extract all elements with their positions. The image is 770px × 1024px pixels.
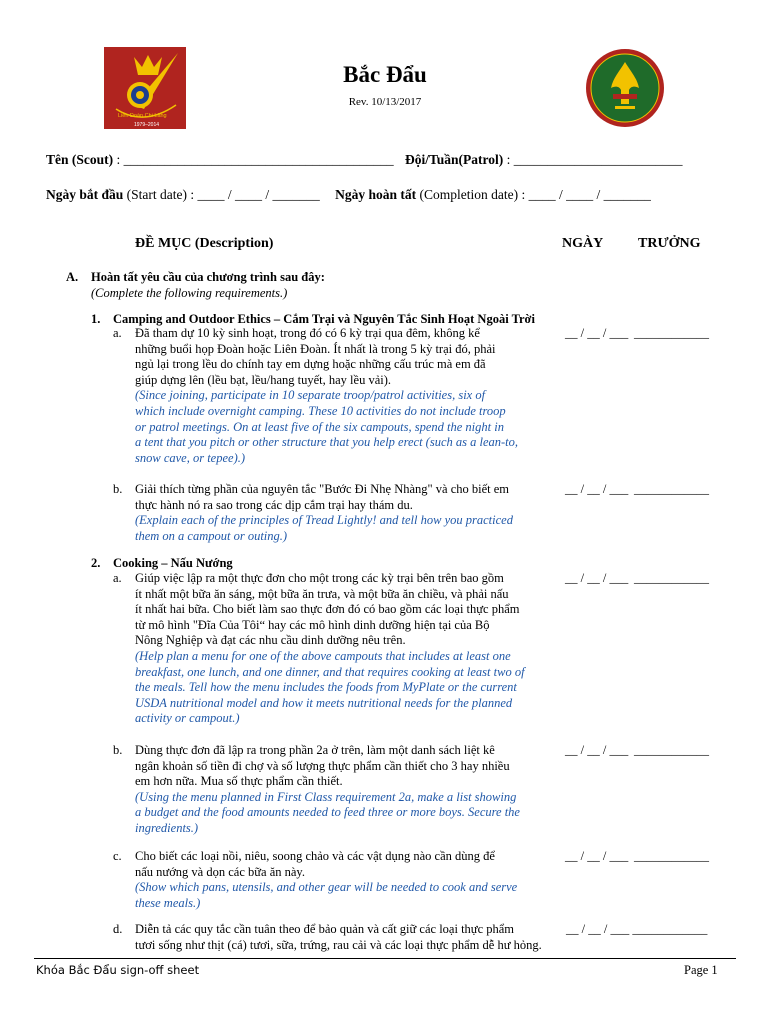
- dates-line: [46, 187, 651, 203]
- req2d-vi-line: tươi sống như thịt (cá) tươi, sữa, trứng, rau cải và các loại thực phẩm dễ hư hỏng.: [135, 937, 542, 952]
- req1b-vi-line: Giải thích từng phần của nguyên tắc "Bước Đi Nhẹ Nhàng" và cho biết em: [135, 482, 510, 496]
- req2c-vi-line: nấu nướng và dọn các bữa ăn này.: [135, 864, 305, 879]
- req2a-en-line: breakfast, one lunch, and one dinner, and that requires cooking at least two of: [135, 664, 525, 679]
- req1a-vi-line: những buổi họp Đoàn hoặc Liên Đoàn. Ít nhất là trong 5 kỳ trại đó, phải: [135, 341, 496, 356]
- chi-lang-logo: [104, 47, 186, 129]
- req2b-leader-blank[interactable]: ____________: [634, 743, 709, 757]
- scout-name-field[interactable]: : ________________________________________: [113, 152, 394, 167]
- req1b-text: [135, 482, 565, 544]
- req2b-en-line: ingredients.): [135, 820, 199, 835]
- req2a-vi-line: ít nhất một bữa ăn sáng, một bữa ăn trưa, và một bữa ăn chiều, và phải nấu: [135, 586, 509, 601]
- req2b-vi-line: em hơn nữa. Mua số thực phẩm cần thiết.: [135, 774, 343, 789]
- req1b-leader-blank[interactable]: ____________: [634, 482, 709, 496]
- req1b-en-line: them on a campout or outing.): [135, 528, 288, 543]
- svg-text:Liên Đoàn Chi Lăng: Liên Đoàn Chi Lăng: [118, 113, 167, 119]
- page-title: Bắc Đẩu: [343, 62, 427, 87]
- completion-date-label: Ngày hoàn tất: [335, 187, 417, 202]
- req2d-vi-line: Diễn tả các quy tắc cần tuân theo để bảo quản và cất giữ các loại thực phẩm: [135, 922, 515, 936]
- footer-divider: [34, 958, 736, 959]
- req1-title: Camping and Outdoor Ethics – Cắm Trại và Nguyên Tắc Sinh Hoạt Ngoài Trời: [113, 312, 535, 326]
- req1a-date-blank[interactable]: __ / __ / ___: [565, 326, 629, 340]
- req2b-vi-line: ngân khoản số tiền đi chợ và số lượng thực phẩm cần thiết cho 3 hay nhiều: [135, 758, 510, 773]
- req2a-vi-line: Giúp việc lập ra một thực đơn cho một trong các kỳ trại bên trên bao gồm: [135, 571, 504, 585]
- patrol-field[interactable]: : _________________________: [503, 152, 683, 167]
- req2c-text: [135, 849, 565, 911]
- req2b-date-blank[interactable]: __ / __ / ___: [565, 743, 629, 757]
- req2-number: 2.: [91, 556, 101, 570]
- req1a-text: [135, 326, 565, 466]
- req2b-marker: b.: [113, 743, 123, 757]
- req2d-signoff-blank[interactable]: __ / __ / ___ ____________: [566, 922, 708, 936]
- req1a-vi-line: Đã tham dự 10 kỳ sinh hoạt, trong đó có 6 kỳ trại qua đêm, không kể: [135, 326, 480, 340]
- req2c-vi-line: Cho biết các loại nồi, niêu, soong chảo và các vật dụng nào cần dùng để: [135, 849, 495, 863]
- svg-text:1979–2014: 1979–2014: [134, 122, 160, 128]
- req2b-text: [135, 743, 565, 837]
- req2d-text: [135, 922, 595, 953]
- req1a-en-line: snow cave, or tepee).): [135, 450, 246, 465]
- column-leader: TRƯỞNG: [638, 236, 701, 251]
- completion-date-field[interactable]: (Completion date) : ____ / ____ / _______: [416, 187, 651, 202]
- req2a-text: [135, 571, 575, 727]
- section-a-marker: A.: [66, 270, 79, 284]
- req2b-en-line: a budget and the food amounts needed to feed three or more boys. Secure the: [135, 805, 520, 820]
- footer-left: Khóa Bắc Đẩu sign-off sheet: [36, 963, 200, 977]
- start-date-field[interactable]: (Start date) : ____ / ____ / _______: [123, 187, 320, 202]
- req1a-marker: a.: [113, 326, 122, 340]
- scout-name-label: Tên (Scout): [46, 152, 114, 167]
- req2a-leader-blank[interactable]: ____________: [634, 571, 709, 585]
- req2c-en-line: (Show which pans, utensils, and other gear will be needed to cook and serve: [135, 880, 518, 895]
- req2a-date-blank[interactable]: __ / __ / ___: [565, 571, 629, 585]
- req2b-en-line: (Using the menu planned in First Class requirement 2a, make a list showing: [135, 789, 517, 804]
- patrol-label: Đội/Tuần(Patrol): [405, 152, 504, 167]
- req2-title: Cooking – Nấu Nướng: [113, 556, 233, 570]
- req2c-date-blank[interactable]: __ / __ / ___: [565, 849, 629, 863]
- req2c-en-line: these meals.): [135, 895, 201, 910]
- req2a-marker: a.: [113, 571, 122, 585]
- req1a-en-line: or patrol meetings. On at least five of the six campouts, spend the night in: [135, 419, 504, 434]
- column-description: ĐỀ MỤC (Description): [135, 236, 274, 251]
- req2c-marker: c.: [113, 849, 122, 863]
- req1-number: 1.: [91, 312, 101, 326]
- column-date: NGÀY: [562, 236, 604, 251]
- req2a-en-line: (Help plan a menu for one of the above campouts that includes at least one: [135, 648, 511, 663]
- page-number: Page 1: [684, 963, 718, 977]
- req2c-leader-blank[interactable]: ____________: [634, 849, 709, 863]
- req2a-vi-line: Nông Nghiệp và đạt các nhu cầu dinh dưỡng nêu trên.: [135, 633, 406, 648]
- req2a-en-line: USDA nutritional model and how it meets nutritional needs for the planned: [135, 695, 513, 710]
- req2d-marker: d.: [113, 922, 123, 936]
- req2a-vi-line: ít nhất hai bữa. Cho biết làm sao thực đơn đó có bao gồm các loại thực phẩm: [135, 602, 520, 617]
- req1a-en-line: a tent that you pitch or other structure that you help erect (such as a lean-to,: [135, 435, 519, 450]
- req1b-en-line: (Explain each of the principles of Tread Lightly! and tell how you practiced: [135, 513, 513, 528]
- req1a-vi-line: giúp dựng lên (lều bạt, lều/hang tuyết, hay lều vải).: [135, 372, 392, 387]
- req1b-vi-line: thực hành nó ra sao trong các dịp cắm trại hay thám du.: [135, 497, 413, 512]
- req1a-en-line: which include overnight camping. These 10 activities do not include troop: [135, 403, 506, 418]
- start-date-label: Ngày bắt đầu: [46, 187, 124, 202]
- req1a-leader-blank[interactable]: ____________: [634, 326, 709, 340]
- req1a-en-line: (Since joining, participate in 10 separate troop/patrol activities, six of: [135, 388, 486, 403]
- revision-date: Rev. 10/13/2017: [348, 96, 422, 108]
- req2a-en-line: the meals. Tell how the menu includes the foods from MyPlate or the current: [135, 680, 517, 695]
- section-a-title: Hoàn tất yêu cầu của chương trình sau đây:: [91, 270, 325, 284]
- req1b-marker: b.: [113, 482, 123, 496]
- section-a-subtitle: (Complete the following requirements.): [91, 286, 288, 300]
- req2b-vi-line: Dùng thực đơn đã lập ra trong phần 2a ở trên, làm một danh sách liệt kê: [135, 743, 495, 757]
- req2a-en-line: activity or campout.): [135, 711, 240, 726]
- req1b-date-blank[interactable]: __ / __ / ___: [565, 482, 629, 496]
- req2a-vi-line: từ mô hình "Đĩa Của Tôi“ hay các mô hình dinh dưỡng hiện tại của Bộ: [135, 617, 490, 632]
- scout-emblem-logo: [585, 48, 665, 128]
- scout-patrol-line: [46, 152, 683, 168]
- req1a-vi-line: ngủ lại trong lều do chính tay em dựng hoặc những cấu trúc mà em đã: [135, 357, 486, 372]
